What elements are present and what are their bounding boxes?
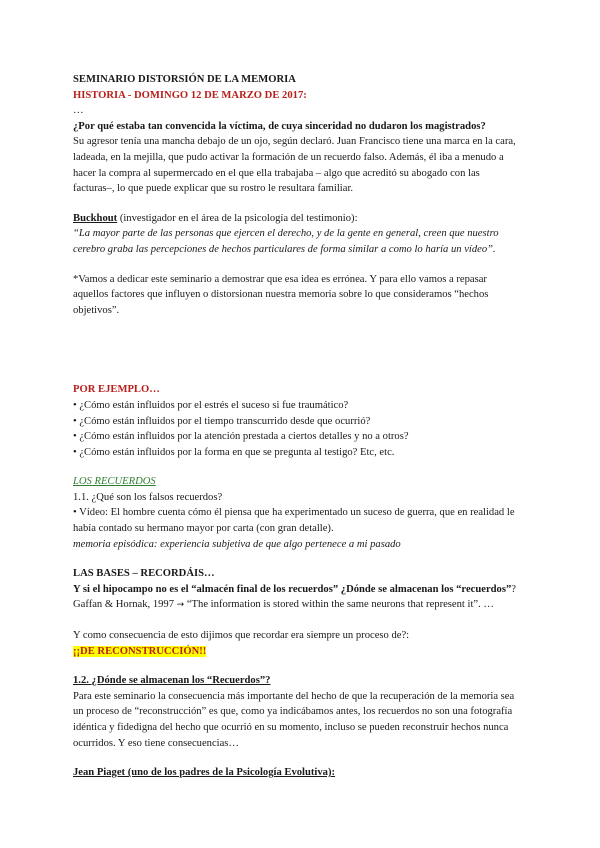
list-item: • ¿Cómo están influidos por la atención prestada a ciertos detalles y no a otros? xyxy=(73,429,523,445)
buckhout-line xyxy=(73,211,523,227)
list-item: • ¿Cómo están influidos por el estrés el suceso si fue traumático? xyxy=(73,398,523,414)
document-page xyxy=(73,72,523,781)
recuerdos-question: 1.1. ¿Qué son los falsos recuerdos? xyxy=(73,491,223,503)
bases-question-bold: Y si el hipocampo no es el “almacén final de los recuerdos” ¿Dónde se almacenan los “recuerdos” xyxy=(73,583,512,595)
seminar-note: *Vamos a dedicar este seminario a demostrar que esa idea es errónea. Y para ello vamos a repasar aquellos factores que influyen o distorsionan nuestra memoria sobre lo que consideramos “hechos objetivos”. xyxy=(73,273,489,316)
consequence-line: Y como consecuencia de esto dijimos que recordar era siempre un proceso de?: xyxy=(73,630,410,642)
buckhout-quote: “La mayor parte de las personas que ejercen el derecho, y de la gente en general, creen que nuestro cerebro graba las percepciones de hechos particulares de forma similar a como lo haría un vídeo”. xyxy=(73,228,499,255)
bases-heading: LAS BASES – RECORDÁIS… xyxy=(73,568,215,580)
episodic-definition: memoria episódica: experiencia subjetiva de que algo pertenece a mi pasado xyxy=(73,538,401,550)
buckhout-name: Buckhout xyxy=(73,212,118,224)
ejemplo-heading: POR EJEMPLO… xyxy=(73,384,160,396)
list-item: • ¿Cómo están influidos por el tiempo transcurrido desde que ocurrió? xyxy=(73,414,523,430)
reconstruction-highlight: ¡¡DE RECONSTRUCCIÓN!! xyxy=(73,645,207,657)
bases-citation: ? Gaffan & Hornak, 1997 xyxy=(73,583,516,611)
right-arrow-icon: → xyxy=(176,600,185,611)
case-paragraph: Su agresor tenía una mancha debajo de un ojo, según declaró. Juan Francisco tiene una marca en la cara, ladeada, en la mejilla, que pudo activar la formación de un recuerdo falso. Además, él iba a menudo a hacer la compra al supermercado en el que ella trabajaba – algo que acreditó su abogado con las facturas–, lo que puede explicar que su rostro le resultara familiar. xyxy=(73,136,516,195)
date-line: HISTORIA - DOMINGO 12 DE MARZO DE 2017: xyxy=(73,89,307,101)
list-item: • ¿Cómo están influidos por la forma en que se pregunta al testigo? Etc, etc. xyxy=(73,445,523,461)
buckhout-desc: (investigador en el área de la psicología del testimonio): xyxy=(117,212,358,224)
reconstruction-line xyxy=(73,644,523,660)
section-1-2-text: Para este seminario la consecuencia más importante del hecho de que la recuperación de la memoria sea un proceso de “reconstrucción” es que, como ya indicábamos antes, los recuerdos no son una fotografía idéntica y fidedigna del hecho que ocurrió en su momento, incluso se pueden reconstruir hechos nunca ocurridos. Y eso tiene consecuencias… xyxy=(73,690,515,749)
main-question: ¿Por qué estaba tan convencida la víctima, de cuya sinceridad no dudaron los magistrados? xyxy=(73,120,486,132)
section-1-2-heading: 1.2. ¿Dónde se almacenan los “Recuerdos”? xyxy=(73,675,271,687)
video-description: • Vídeo: El hombre cuenta cómo él piensa que ha experimentado un suceso de guerra, que en realidad le había contado su hermano mayor por carta (con gran detalle). xyxy=(73,505,523,536)
bases-question xyxy=(73,582,523,614)
recuerdos-heading: LOS RECUERDOS xyxy=(73,476,156,488)
piaget-heading: Jean Piaget (uno de los padres de la Psicología Evolutiva): xyxy=(73,767,336,779)
bases-quote: “The information is stored within the same neurons that represent it”. … xyxy=(184,599,494,611)
document-title: SEMINARIO DISTORSIÓN DE LA MEMORIA xyxy=(73,74,296,85)
ellipsis: … xyxy=(73,105,84,117)
